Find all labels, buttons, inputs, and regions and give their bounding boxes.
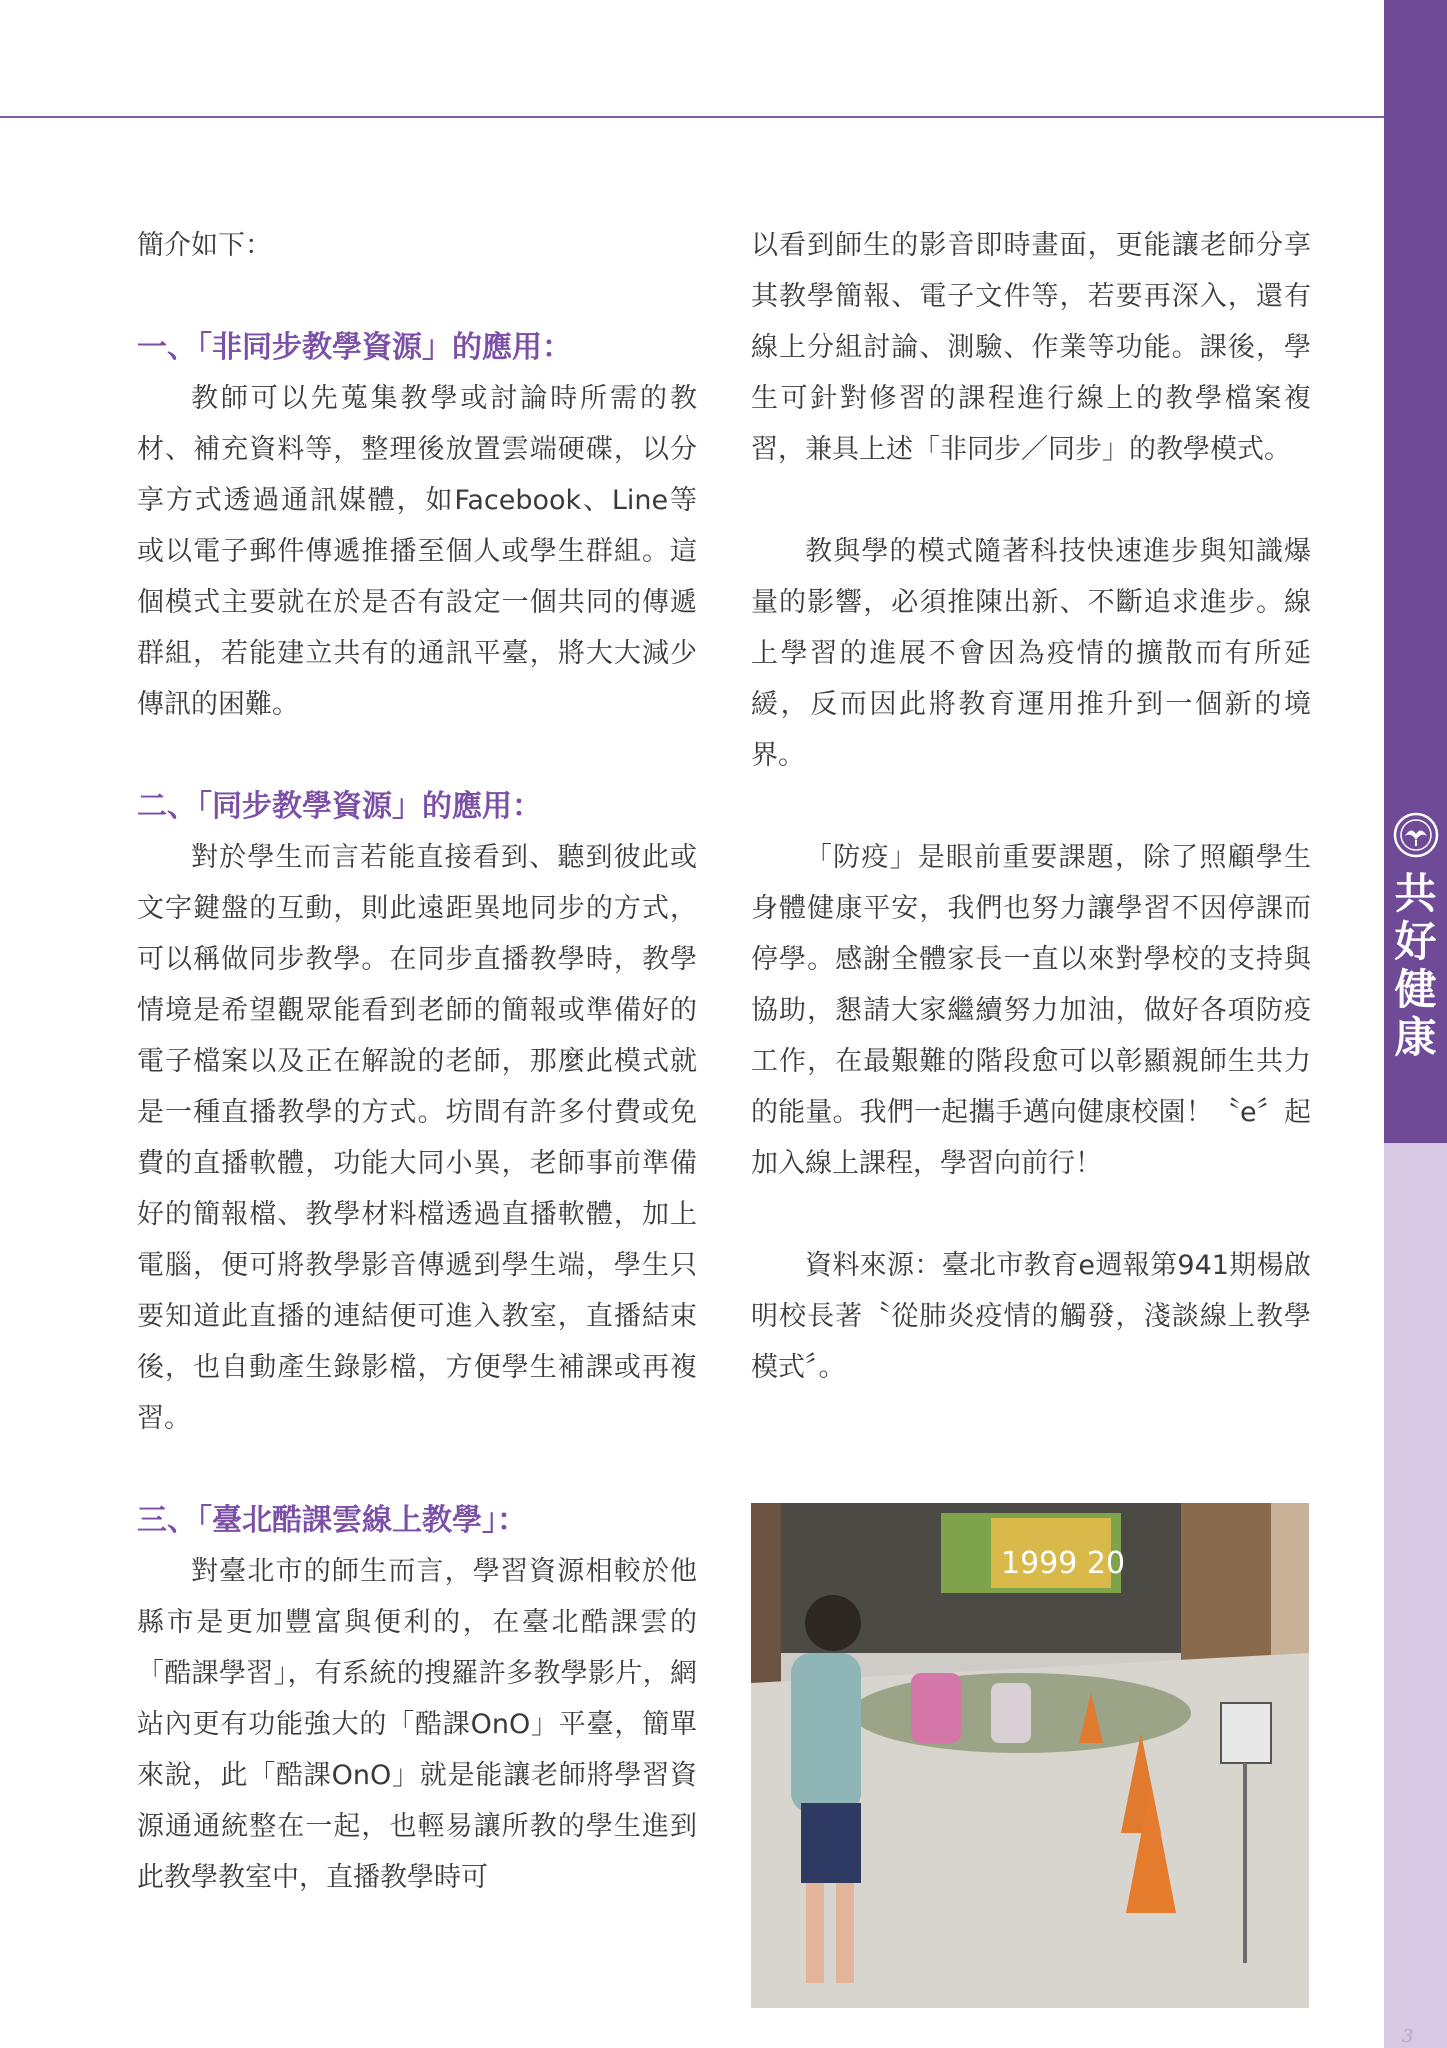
header-rule xyxy=(0,116,1384,118)
section-body-coolcloud: 對臺北市的師生而言，學習資源相較於他縣市是更加豐富與便利的，在臺北酷課雲的「酷課學習」，有系統的搜羅許多教學影片，網站內更有功能強大的「酷課OnO」平臺，簡單來說，此「酷課OnO」就是能讓老師將學習資源通通統整在一起，也輕易讓所教的學生進到此教學教室中，直播教學時可 xyxy=(137,1556,697,1893)
school-entrance-photo xyxy=(751,1503,1309,2008)
section-title-char: 康 xyxy=(1394,1013,1437,1062)
continuation-text: 以看到師生的影音即時畫面，更能讓老師分享其教學簡報、電子文件等，若要再深入，還有線上分組討論、測驗、作業等功能。課後，學生可針對修習的課程進行線上的教學檔案複習，兼具上述「非同步／同步」的教學模式。 xyxy=(751,230,1311,465)
section-title-char: 好 xyxy=(1394,917,1437,966)
side-band-triangle xyxy=(1384,1080,1447,1143)
section-title-char: 共 xyxy=(1394,869,1437,918)
paragraph-epidemic: 「防疫」是眼前重要課題，除了照顧學生身體健康平安，我們也努力讓學習不因停課而停學。感謝全體家長一直以來對學校的支持與協助，懇請大家繼續努力加油，做好各項防疫工作，在最艱難的階段愈可以彰顯親師生共力的能量。我們一起攜手邁向健康校園！〝e〞起加入線上課程，學習向前行！ xyxy=(751,842,1311,1179)
section-heading-coolcloud: 三、「臺北酷課雲線上教學」： xyxy=(137,1503,527,1538)
school-emblem-icon xyxy=(1393,812,1439,858)
paragraph-progress: 教與學的模式隨著科技快速進步與知識爆量的影響，必須推陳出新、不斷追求進步。線上學習的進展不會因為疫情的擴散而有所延緩，反而因此將教育運用推升到一個新的境界。 xyxy=(751,536,1311,771)
section-heading-async: 一、「非同步教學資源」的應用： xyxy=(137,330,572,365)
section-body-async: 教師可以先蒐集教學或討論時所需的教材、補充資料等，整理後放置雲端硬碟，以分享方式透過通訊媒體，如Facebook、Line等或以電子郵件傳遞推播至個人或學生群組。這個模式主要就在於是否有設定一個共同的傳遞群組，若能建立共有的通訊平臺，將大大減少傳訊的困難。 xyxy=(137,383,697,720)
section-heading-sync: 二、「同步教學資源」的應用： xyxy=(137,789,542,824)
left-column xyxy=(137,220,697,1903)
banner-text: 1999 20 xyxy=(1001,1546,1126,1581)
source-citation: 資料來源：臺北市教育e週報第941期楊啟明校長著〝從肺炎疫情的觸發，淺談線上教學模式〞。 xyxy=(751,1250,1311,1383)
page-number: 3 xyxy=(1402,2026,1414,2047)
section-title-char: 健 xyxy=(1394,965,1437,1014)
intro-text: 簡介如下： xyxy=(137,230,272,261)
right-column xyxy=(751,220,1311,1393)
section-body-sync: 對於學生而言若能直接看到、聽到彼此或文字鍵盤的互動，則此遠距異地同步的方式，可以稱做同步教學。在同步直播教學時，教學情境是希望觀眾能看到老師的簡報或準備好的電子檔案以及正在解說的老師，那麼此模式就是一種直播教學的方式。坊間有許多付費或免費的直播軟體，功能大同小異，老師事前準備好的簡報檔、教學材料檔透過直播軟體，加上電腦，便可將教學影音傳遞到學生端，學生只要知道此直播的連結便可進入教室，直播結束後，也自動產生錄影檔，方便學生補課或再複習。 xyxy=(137,842,697,1434)
section-title-vertical xyxy=(1384,870,1447,1062)
